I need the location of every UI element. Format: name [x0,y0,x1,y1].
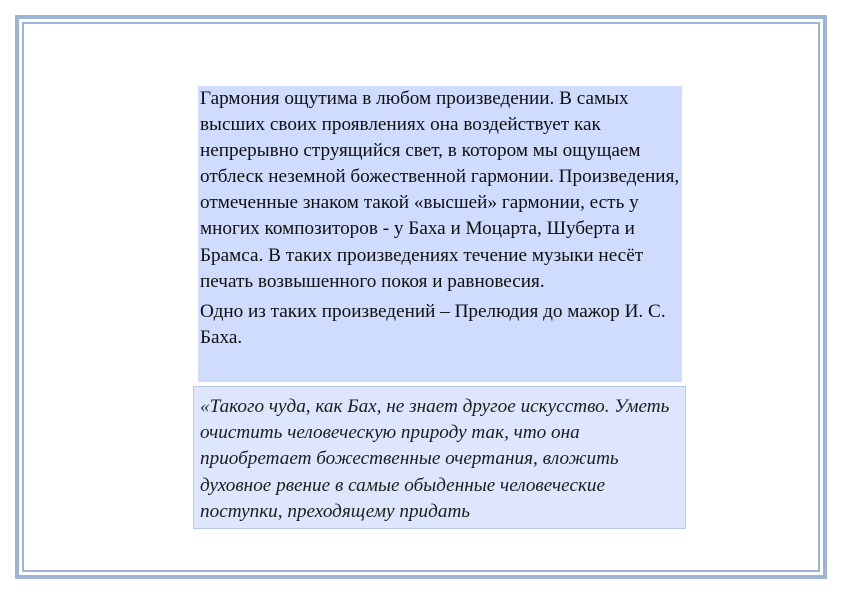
quote-box [193,386,686,529]
paragraph-prelude: Одно из таких произведений – Прелюдия до мажор И. С. Баха. [200,300,666,348]
main-text-block [198,86,682,382]
paragraph-harmony: Гармония ощутима в любом произведении. В самых высших своих проявлениях она воздействует как непрерывно струящийся свет, в котором мы ощущаем отблеск неземной божественной гармонии. Произведения, отмеченные знаком такой «высшей» гармонии, есть у многих композиторов - у Баха и Моцарта, Шуберта и Брамса. В таких произведениях течение музыки несёт печать возвышенного покоя и равновесия. [200,88,680,292]
quote-text: «Такого чуда, как Бах, не знает другое искусство. Уметь очистить человеческую природу так, что она приобретает божественные очертания, вложить духовное рвение в самые обыденные человеческие поступки, преходящему придать [200,396,670,522]
